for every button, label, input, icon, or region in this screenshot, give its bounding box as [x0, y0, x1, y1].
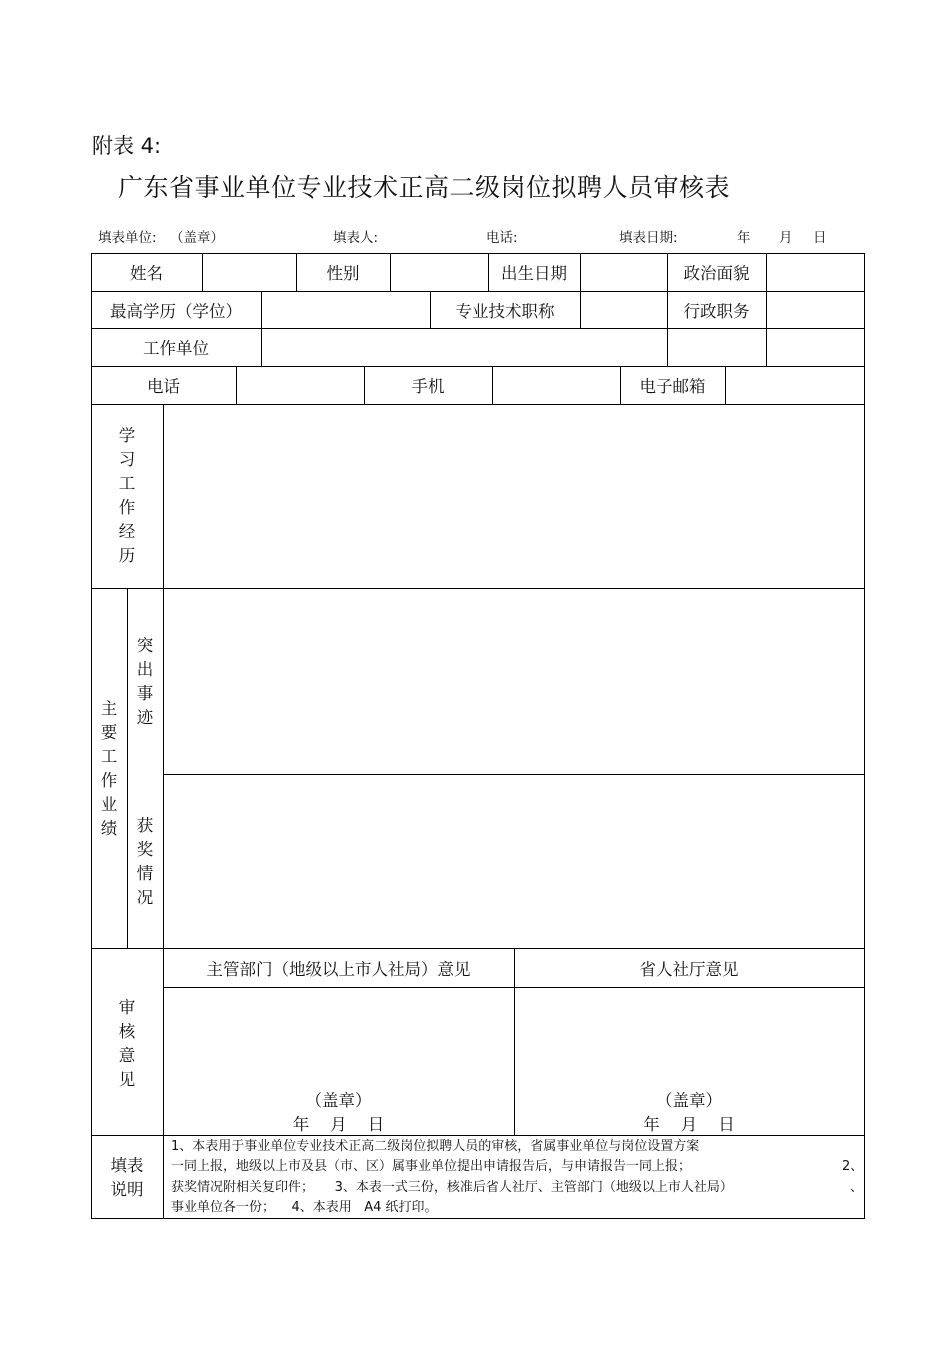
page-title: 广东省事业单位专业技术正高二级岗位拟聘人员审核表 — [118, 173, 731, 202]
birth-input[interactable] — [580, 253, 667, 291]
mobile-input[interactable] — [492, 366, 620, 404]
title-rank-input[interactable] — [580, 291, 667, 328]
name-input[interactable] — [202, 253, 296, 291]
table-border — [864, 253, 865, 1219]
name-label: 姓名 — [130, 264, 163, 283]
birth-label: 出生日期 — [501, 264, 567, 283]
prov-opinion-label: 省人社厅意见 — [639, 959, 739, 979]
notes-line-2: 一同上报，地级以上市及县（市、区）属事业单位提出申请报告后，与申请报告一同上报； — [171, 1159, 692, 1174]
study-work-label: 学 习 工 作 经 历 — [118, 426, 136, 565]
gender-label: 性别 — [326, 264, 360, 283]
phone-label: 电话: — [486, 230, 518, 246]
main-performance-label: 主 要 工 作 业 绩 — [100, 699, 118, 838]
awards-label: 获 奖 情 况 — [136, 816, 154, 907]
dept-date: 年 月 日 — [292, 1115, 385, 1134]
gender-input[interactable] — [390, 253, 488, 291]
email-label: 电子邮箱 — [639, 377, 706, 396]
work-unit-input[interactable] — [261, 328, 667, 366]
day-label: 日 — [813, 230, 827, 246]
study-work-input[interactable] — [163, 404, 864, 588]
political-label: 政治面貌 — [683, 264, 750, 283]
notes-label: 填表 说明 — [110, 1156, 144, 1199]
dept-opinion-label: 主管部门（地级以上市人社局）意见 — [206, 959, 471, 979]
political-input[interactable] — [766, 253, 864, 291]
work-unit-label: 工作单位 — [143, 339, 209, 358]
filler-label: 填表人: — [333, 230, 379, 246]
unit-label: 填表单位: — [98, 230, 157, 246]
year-label: 年 — [737, 230, 751, 246]
outstanding-label: 突 出 事 迹 — [136, 636, 154, 727]
table-rule — [127, 588, 128, 948]
date-label: 填表日期: — [619, 230, 678, 246]
notes-line-3-end: 、 — [850, 1180, 864, 1195]
awards-input[interactable] — [163, 774, 864, 948]
outstanding-input[interactable] — [163, 588, 864, 774]
notes-line-4: 事业单位各一份； 4、本表用 A4 纸打印。 — [171, 1200, 438, 1215]
review-label: 审 核 意 见 — [118, 998, 136, 1089]
table-border — [91, 1218, 865, 1219]
admin-post-input[interactable] — [766, 291, 864, 328]
title-rank-label: 专业技术职称 — [455, 301, 555, 321]
dept-seal: （盖章） — [305, 1091, 372, 1110]
phone-cell-label: 电话 — [147, 377, 180, 396]
seal-label: （盖章） — [170, 230, 224, 246]
phone-input[interactable] — [236, 366, 364, 404]
education-input[interactable] — [261, 291, 430, 328]
notes-line-1: 1、本表用于事业单位专业技术正高二级岗位拟聘人员的审核，省属事业单位与岗位设置方案 — [171, 1139, 700, 1154]
admin-post-label: 行政职务 — [683, 301, 750, 321]
education-label: 最高学历（学位） — [110, 301, 242, 321]
notes-line-3: 获奖情况附相关复印件； 3、本表一式三份，核准后省人社厅、主管部门（地级以上市人社局） — [171, 1180, 733, 1195]
email-input[interactable] — [725, 366, 864, 404]
notes-line-2-end: 2、 — [842, 1159, 864, 1174]
mobile-label: 手机 — [411, 377, 445, 396]
month-label: 月 — [779, 230, 793, 246]
prov-date: 年 月 日 — [643, 1115, 735, 1134]
appendix-label: 附表 4: — [92, 134, 162, 158]
prov-seal: （盖章） — [656, 1091, 722, 1110]
table-rule — [91, 1135, 865, 1136]
